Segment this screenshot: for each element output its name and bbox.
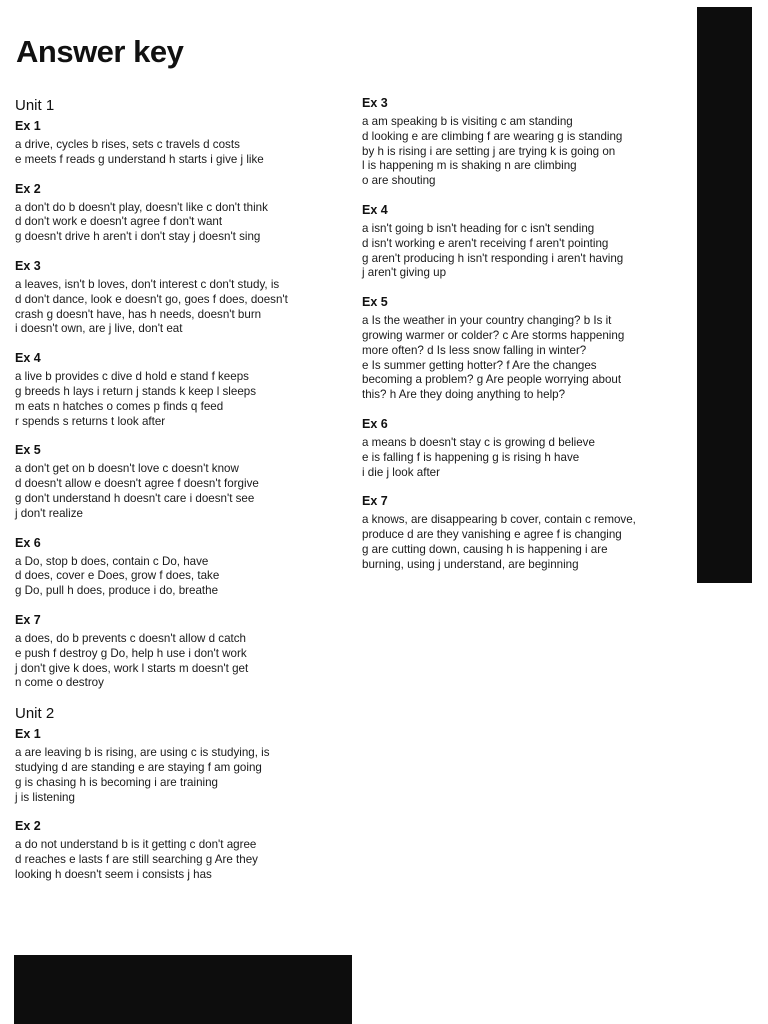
right-column <box>362 96 692 587</box>
answer-line: j is listening <box>15 790 75 804</box>
exercise-block <box>15 819 340 882</box>
answer-line: produce d are they vanishing e agree f is changing <box>362 528 622 542</box>
answer-line: crash g doesn't have, has h needs, doesn't burn <box>15 307 262 321</box>
answer-line: o are shouting <box>362 174 436 188</box>
answer-line: d does, cover e Does, grow f does, take <box>15 569 220 583</box>
answer-line: becoming a problem? g Are people worrying about <box>362 373 622 387</box>
answer-line: g aren't producing h isn't responding i aren't having <box>362 251 624 265</box>
answer-line: g are cutting down, causing h is happening i are <box>362 542 608 556</box>
exercise-block <box>15 727 340 805</box>
answer-line: by h is rising i are setting j are trying k is going on <box>362 144 616 158</box>
answer-line: g is chasing h is becoming i are training <box>15 775 218 789</box>
exercise-heading: Ex 6 <box>15 535 41 550</box>
exercise-heading: Ex 5 <box>15 443 41 458</box>
exercise-heading: Ex 4 <box>362 202 388 217</box>
exercise-heading: Ex 3 <box>15 258 41 273</box>
exercise-heading: Ex 7 <box>362 494 388 509</box>
answer-line: d isn't working e aren't receiving f aren't pointing <box>362 236 609 250</box>
answer-line: a Is the weather in your country changing? b Is it <box>362 314 612 328</box>
exercise-block <box>15 259 340 337</box>
answer-line: g breeds h lays i return j stands k keep l sleeps <box>15 384 257 398</box>
answer-line: j don't realize <box>15 506 83 520</box>
answer-line: d looking e are climbing f are wearing g is standing <box>362 129 623 143</box>
answer-line: m eats n hatches o comes p finds q feed <box>15 399 224 413</box>
unit-block <box>15 705 340 883</box>
exercise-block <box>15 182 340 245</box>
answer-line: a knows, are disappearing b cover, contain c remove, <box>362 513 636 527</box>
answer-line: studying d are standing e are staying f am going <box>15 760 262 774</box>
answer-line: d doesn't allow e doesn't agree f doesn't forgive <box>15 477 259 491</box>
answer-line: i die j look after <box>362 465 440 479</box>
exercise-heading: Ex 5 <box>362 295 388 310</box>
answer-line: a are leaving b is rising, are using c is studying, is <box>15 746 270 760</box>
answer-line: a live b provides c dive d hold e stand f keeps <box>15 370 249 384</box>
exercise-block <box>15 536 340 599</box>
answer-line: l is happening m is shaking n are climbing <box>362 159 577 173</box>
exercise-block <box>362 494 692 572</box>
answer-line: growing warmer or colder? c Are storms happening <box>362 328 625 342</box>
answer-line: a don't do b doesn't play, doesn't like c don't think <box>15 200 268 214</box>
answer-line: a do not understand b is it getting c don't agree <box>15 838 257 852</box>
answer-line: g Do, pull h does, produce i do, breathe <box>15 584 219 598</box>
answer-line: this? h Are they doing anything to help? <box>362 388 566 402</box>
answer-line: n come o destroy <box>15 676 104 690</box>
answer-line: g don't understand h doesn't care i doesn't see <box>15 491 255 505</box>
answer-line: looking h doesn't seem i consists j has <box>15 867 212 881</box>
exercise-heading: Ex 4 <box>15 351 41 366</box>
answer-line: d reaches e lasts f are still searching g Are they <box>15 853 258 867</box>
answer-line: i doesn't own, are j live, don't eat <box>15 322 183 336</box>
exercise-block <box>362 96 692 189</box>
answer-line: d don't dance, look e doesn't go, goes f does, doesn't <box>15 292 288 306</box>
answer-line: a don't get on b doesn't love c doesn't know <box>15 462 239 476</box>
unit-heading: Unit 1 <box>15 97 55 114</box>
answer-line: a does, do b prevents c doesn't allow d catch <box>15 631 247 645</box>
answer-line: j don't give k does, work l starts m doesn't get <box>15 661 249 675</box>
answer-line: a isn't going b isn't heading for c isn't sending <box>362 221 595 235</box>
answer-line: g doesn't drive h aren't i don't stay j doesn't sing <box>15 230 261 244</box>
page-title: Answer key <box>16 34 184 69</box>
answer-line: a am speaking b is visiting c am standing <box>362 115 573 128</box>
exercise-heading: Ex 2 <box>15 181 41 196</box>
answer-line: j aren't giving up <box>362 266 447 280</box>
exercise-block <box>362 295 692 403</box>
exercise-heading: Ex 1 <box>15 727 41 742</box>
unit-block <box>15 97 340 691</box>
answer-line: e push f destroy g Do, help h use i don't work <box>15 646 247 660</box>
answer-line: a leaves, isn't b loves, don't interest c don't study, is <box>15 277 280 291</box>
exercise-heading: Ex 7 <box>15 612 41 627</box>
unit-heading: Unit 2 <box>15 705 55 723</box>
exercise-block <box>362 417 692 480</box>
exercise-block <box>15 443 340 521</box>
answer-line: d don't work e doesn't agree f don't want <box>15 215 223 229</box>
exercise-block <box>15 119 340 168</box>
left-column <box>15 97 340 897</box>
answer-line: e is falling f is happening g is rising h have <box>362 450 580 464</box>
answer-line: a drive, cycles b rises, sets c travels d costs <box>15 138 240 151</box>
exercise-heading: Ex 1 <box>15 119 41 133</box>
answer-line: a Do, stop b does, contain c Do, have <box>15 554 209 568</box>
answer-line: e Is summer getting hotter? f Are the changes <box>362 358 597 372</box>
exercise-block <box>15 613 340 691</box>
black-scan-edge-bottom <box>14 955 352 1024</box>
exercise-block <box>362 203 692 281</box>
answer-line: a means b doesn't stay c is growing d believe <box>362 435 595 449</box>
black-scan-edge-right <box>697 7 752 583</box>
exercise-heading: Ex 6 <box>362 416 388 431</box>
exercise-block <box>15 351 340 429</box>
exercise-heading: Ex 2 <box>15 819 41 834</box>
answer-line: r spends s returns t look after <box>15 414 166 428</box>
exercise-heading: Ex 3 <box>362 96 388 110</box>
answer-line: burning, using j understand, are beginning <box>362 557 579 571</box>
answer-line: e meets f reads g understand h starts i give j like <box>15 152 264 166</box>
answer-line: more often? d Is less snow falling in winter? <box>362 343 587 357</box>
